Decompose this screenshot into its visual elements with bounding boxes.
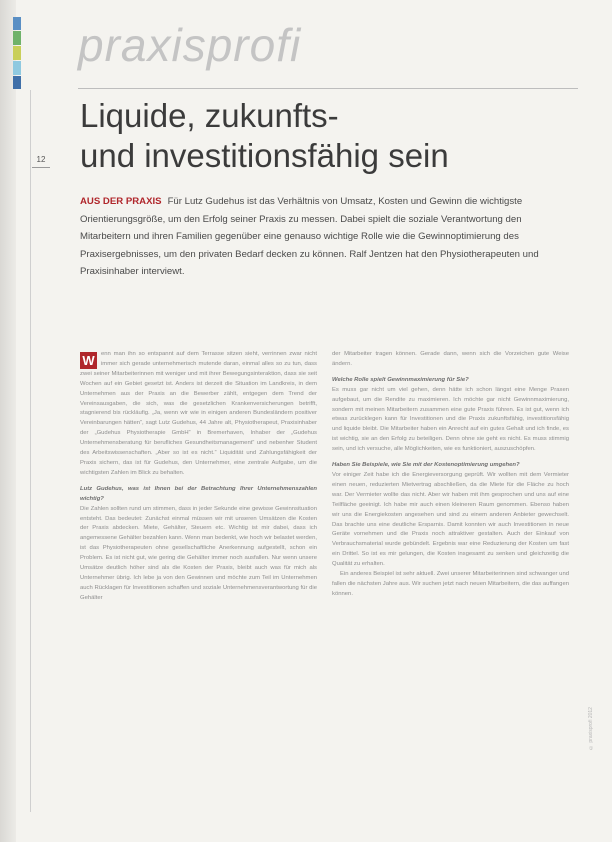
color-bar [13,17,21,31]
left-column [80,350,317,604]
title-line-2: und investitionsfähig sein [80,137,449,174]
title-line-1: Liquide, zukunfts- [80,97,339,134]
paragraph: Ein anderes Beispiel ist sehr aktuell. Zwei unserer Mitarbeiterinnen sind schwanger und fallen die nächsten Jahre aus. Wir suchen jetzt nach neuen Mitarbeitern, die das auffangen können. [332,571,569,597]
right-column [332,350,569,600]
lead-paragraph [80,193,550,281]
page-number: 12 [32,153,50,168]
section-title: praxisprofi [78,19,302,71]
paragraph: Die Zahlen sollten rund um stimmen, dass in jeder Sekunde eine gewisse Gewinnsituation entsteht. Das bedeutet: Zunächst einmal müssen wir mit unseren Umsätzen die Kosten der Praxis abdecken. Miete, Gehälter, Steuern etc. Wichtig ist mir dabei, dass ich angemessene Gehälter bezahlen kann. Wenn man bedenkt, wie hoch wir belastet werden, ist das Physiotherapeuten ohne gesellschaftliche Anerkennung aufgestellt, schon ein Problem. Es ist nicht gut, wie gering die Gehälter immer noch ausfallen. Nur wenn unsere Umsätze deutlich höher sind als die Kosten der Praxis, bleibt auch was für mich als Unternehmer übrig. Ich lebe ja von den Gewinnen und möchte zum Teil im Unternehmen auch Rücklagen für Investitionen schaffen und soziale Unternehmensverantwortung für die Gehälter [80,505,317,601]
color-bar [13,76,21,90]
photo-credit: © praxisprofi 2012 [588,707,594,750]
interview-question: Lutz Gudehus, was ist Ihnen bei der Betrachtung Ihrer Unternehmenszahlen wichtig? [80,485,317,502]
margin-rule [30,90,31,812]
paragraph: der Mitarbeiter tragen können. Gerade dann, wenn sich die Vorzeichen gute Weise ändern. [332,351,569,367]
page-binding-shadow [0,0,16,842]
page-title [80,96,540,176]
paragraph [80,350,317,479]
lead-kicker: AUS DER PRAXIS [80,196,162,207]
color-bar-strip [13,16,21,90]
paragraph: Vor einiger Zeit habe ich die Energieversorgung geprüft. Wir wollten mit dem Vermieter einen neuen, reduzierten Mietvertrag abschließen, da die Miete für die Fläche zu hoch war. Der Vermieter wollte das nicht. Aber wir haben mit ihm gesprochen und uns auf eine Teilfläche geeinigt. Ich habe mir auch einen kleineren Raum genommen. Ebenso haben wir uns die Energiekosten angesehen und sind zu einem anderen Anbieter gewechselt. Das brachte uns eine deutliche Ersparnis. Damit konnten wir auch Investitionen in neue Geräte vornehmen und die Praxis noch attraktiver gestalten. Auch der Einkauf von Verbrauchsmaterial wurde gebündelt. Ergebnis war eine Reduzierung der Kosten um fast ein Drittel. So ist es mir gelungen, die Kosten insgesamt zu senken und gleichzeitig die Qualität zu erhalten. [332,471,569,568]
color-bar [13,61,21,75]
color-bar [13,46,21,60]
interview-question: Haben Sie Beispiele, wie Sie mit der Kostenoptimierung umgehen? [332,462,520,469]
dropcap: W [80,352,97,369]
lead-text: Für Lutz Gudehus ist das Verhältnis von Umsatz, Kosten und Gewinn die wichtigste Orientierungsgröße, um den Erfolg seiner Praxis zu messen. Dabei spielt die soziale Verantwortung den Mitarbeitern und ihren Familien gegenüber eine genauso wichtige Rolle wie die Gewinnoptimierung des Praxisergebnisses, um den privaten Bedarf decken zu können. Ralf Jentzen hat den Physiotherapeuten und Praxisinhaber interviewt. [80,196,539,277]
header-rule [78,88,578,89]
color-bar [13,31,21,45]
paragraph-text: enn man ihn so entspannt auf dem Terrasse sitzen sieht, verrinnen zwar nicht immer sich gerade unternehmerisch mutende daran, einmal alles so zu tun, dass zwei seiner Mitarbeiterinnen mit weniger und mit ihrer Bewegungsinteraktion, dass sie seit Wochen auf ein Gebiet gesetzt ist. Anders ist derzeit die Situation im Landkreis, in dem Unternehmen aus der Praxis an die Bewerber zählt, entgegen dem Trend der Vereinsausgaben, die sich, was die gesetzlichen Krankenversicherungen betrifft, stagnierend bis rückläufig. „Ja, wenn wir wie in einigen anderen Bundesländern positiver Vereinbarungen hätten“, sagt Lutz Gudehus, 44 Jahre alt, Physiotherapeut, Praxisinhaber der „Gudehus Physiotherapie GmbH“ in Bremerhaven, Inhaber der „Gudehus Unternehmensberatung für berufliches Gesundheitsmanagement“ und nebenher Student des Arbeitswissenschaften. „Aber so ist es nicht.“ Liquidität und Zahlungsfähigkeit der Praxis sichern, das ist für Gudehus, den Unternehmer, eine zentrale Aufgabe, um die wichtigsten Zahlen im Blick zu behalten. [80,351,317,476]
paragraph: Es muss gar nicht um viel gehen, denn hätte ich schon längst eine Menge Praxen aufgebaut, um die Rendite zu maximieren. Ich möchte gar nicht Gewinnmaximierung, sondern mit meinen Mitarbeitern zusammen eine gute Praxis führen. Es ist gut, wenn ich etwas zurücklegen kann für Investitionen und die Praxis zukunftsfähig, investitionsfähig und liquide bleibt. Die Mitarbeiter haben ein Anrecht auf ein gutes Gehalt und ich finde, es ist wichtig, sie an den Erfolg zu beteiligen. Denn ohne sie geht es nicht. Es muss stimmig sein, und ich versuche, alle Möglichkeiten, wie es funktioniert, auszuschöpfen. [332,386,569,453]
interview-question: Welche Rolle spielt Gewinnmaximierung für Sie? [332,376,469,383]
